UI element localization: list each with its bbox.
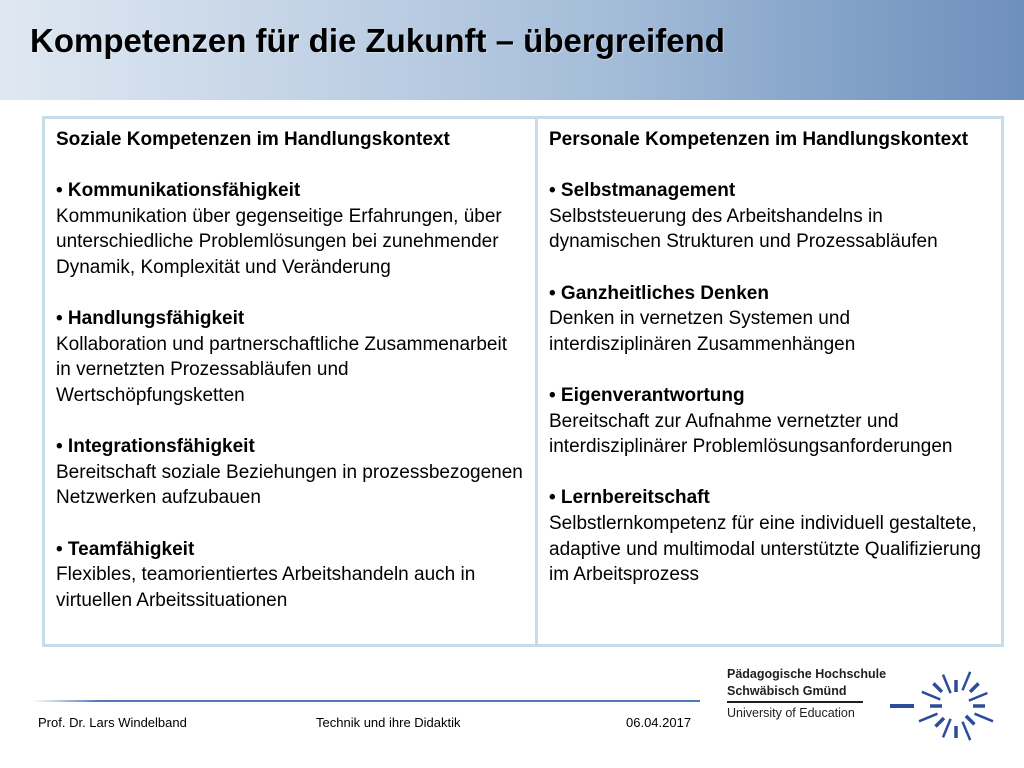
competence-title: • Integrationsfähigkeit	[56, 436, 255, 458]
logo-ray	[919, 714, 938, 722]
competence-item	[56, 178, 525, 280]
competence-description: Selbststeuerung des Arbeitshandelns in dynamischen Strukturen und Prozessabläufen	[549, 205, 938, 253]
competence-item	[56, 434, 525, 511]
logo-line-1: Pädagogische Hochschule	[727, 667, 887, 681]
logo-ray	[922, 692, 941, 700]
logo-ray	[936, 718, 945, 727]
competence-title: • Selbstmanagement	[549, 180, 736, 202]
competence-description: Kollaboration und partnerschaftliche Zusammenarbeit in vernetzten Prozessabläufen und Wertschöpfungsketten	[56, 333, 507, 406]
competence-item	[56, 537, 525, 614]
logo-ray	[975, 714, 994, 722]
logo-line-3: University of Education	[727, 706, 855, 720]
competence-description: Selbstlernkompetenz für eine individuell gestaltete, adaptive und multimodal unterstützte Qualifizierung im Arbeitsprozess	[549, 512, 981, 586]
competence-item	[549, 281, 991, 358]
logo-ray	[970, 683, 979, 692]
footer-author: Prof. Dr. Lars Windelband	[38, 715, 187, 730]
competence-description: Flexibles, teamorientiertes Arbeitshandeln auch in virtuellen Arbeitssituationen	[56, 564, 476, 611]
competence-item	[549, 485, 991, 587]
logo-ray	[943, 719, 951, 738]
competence-description: Bereitschaft zur Aufnahme vernetzter und interdisziplinärer Problemlösungsanforderungen	[549, 410, 953, 458]
social-competences-column	[45, 119, 538, 644]
competence-title: • Ganzheitliches Denken	[549, 282, 769, 304]
title-banner	[0, 0, 1024, 100]
competence-description: Bereitschaft soziale Beziehungen in prozessbezogenen Netzwerken aufzubauen	[56, 461, 523, 509]
logo-line-2: Schwäbisch Gmünd	[727, 684, 847, 698]
competence-title: • Lernbereitschaft	[549, 487, 710, 509]
logo-ray	[969, 693, 988, 701]
footer-divider	[32, 700, 700, 702]
logo-ray	[933, 683, 942, 692]
logo-ray	[943, 675, 951, 694]
logo-divider	[727, 701, 863, 703]
starburst-logo-icon	[888, 660, 1006, 752]
logo-ray	[963, 672, 971, 691]
column-heading: Personale Kompetenzen im Handlungskontext	[549, 129, 969, 150]
competence-title: • Kommunikationsfähigkeit	[56, 180, 301, 202]
competence-description: Denken in vernetzen Systemen und interdisziplinären Zusammenhängen	[549, 308, 856, 355]
logo-ray	[963, 722, 971, 741]
competence-item	[549, 383, 991, 460]
competence-title: • Handlungsfähigkeit	[56, 308, 245, 330]
footer-date: 06.04.2017	[626, 715, 692, 730]
slide-title: Kompetenzen für die Zukunft – übergreifend	[30, 22, 725, 59]
competence-title: • Eigenverantwortung	[549, 384, 745, 406]
logo-ray	[966, 716, 975, 725]
competence-table	[42, 116, 1004, 647]
column-heading: Soziale Kompetenzen im Handlungskontext	[56, 129, 450, 150]
footer-course: Technik und ihre Didaktik	[316, 715, 461, 730]
competence-item	[549, 178, 991, 255]
personal-competences-column	[538, 119, 1001, 644]
competence-description: Kommunikation über gegenseitige Erfahrungen, über unterschiedliche Problemlösungen bei zunehmender Dynamik, Komplexität und Veränderung	[56, 205, 502, 278]
competence-item	[56, 306, 525, 408]
competence-title: • Teamfähigkeit	[56, 538, 195, 560]
